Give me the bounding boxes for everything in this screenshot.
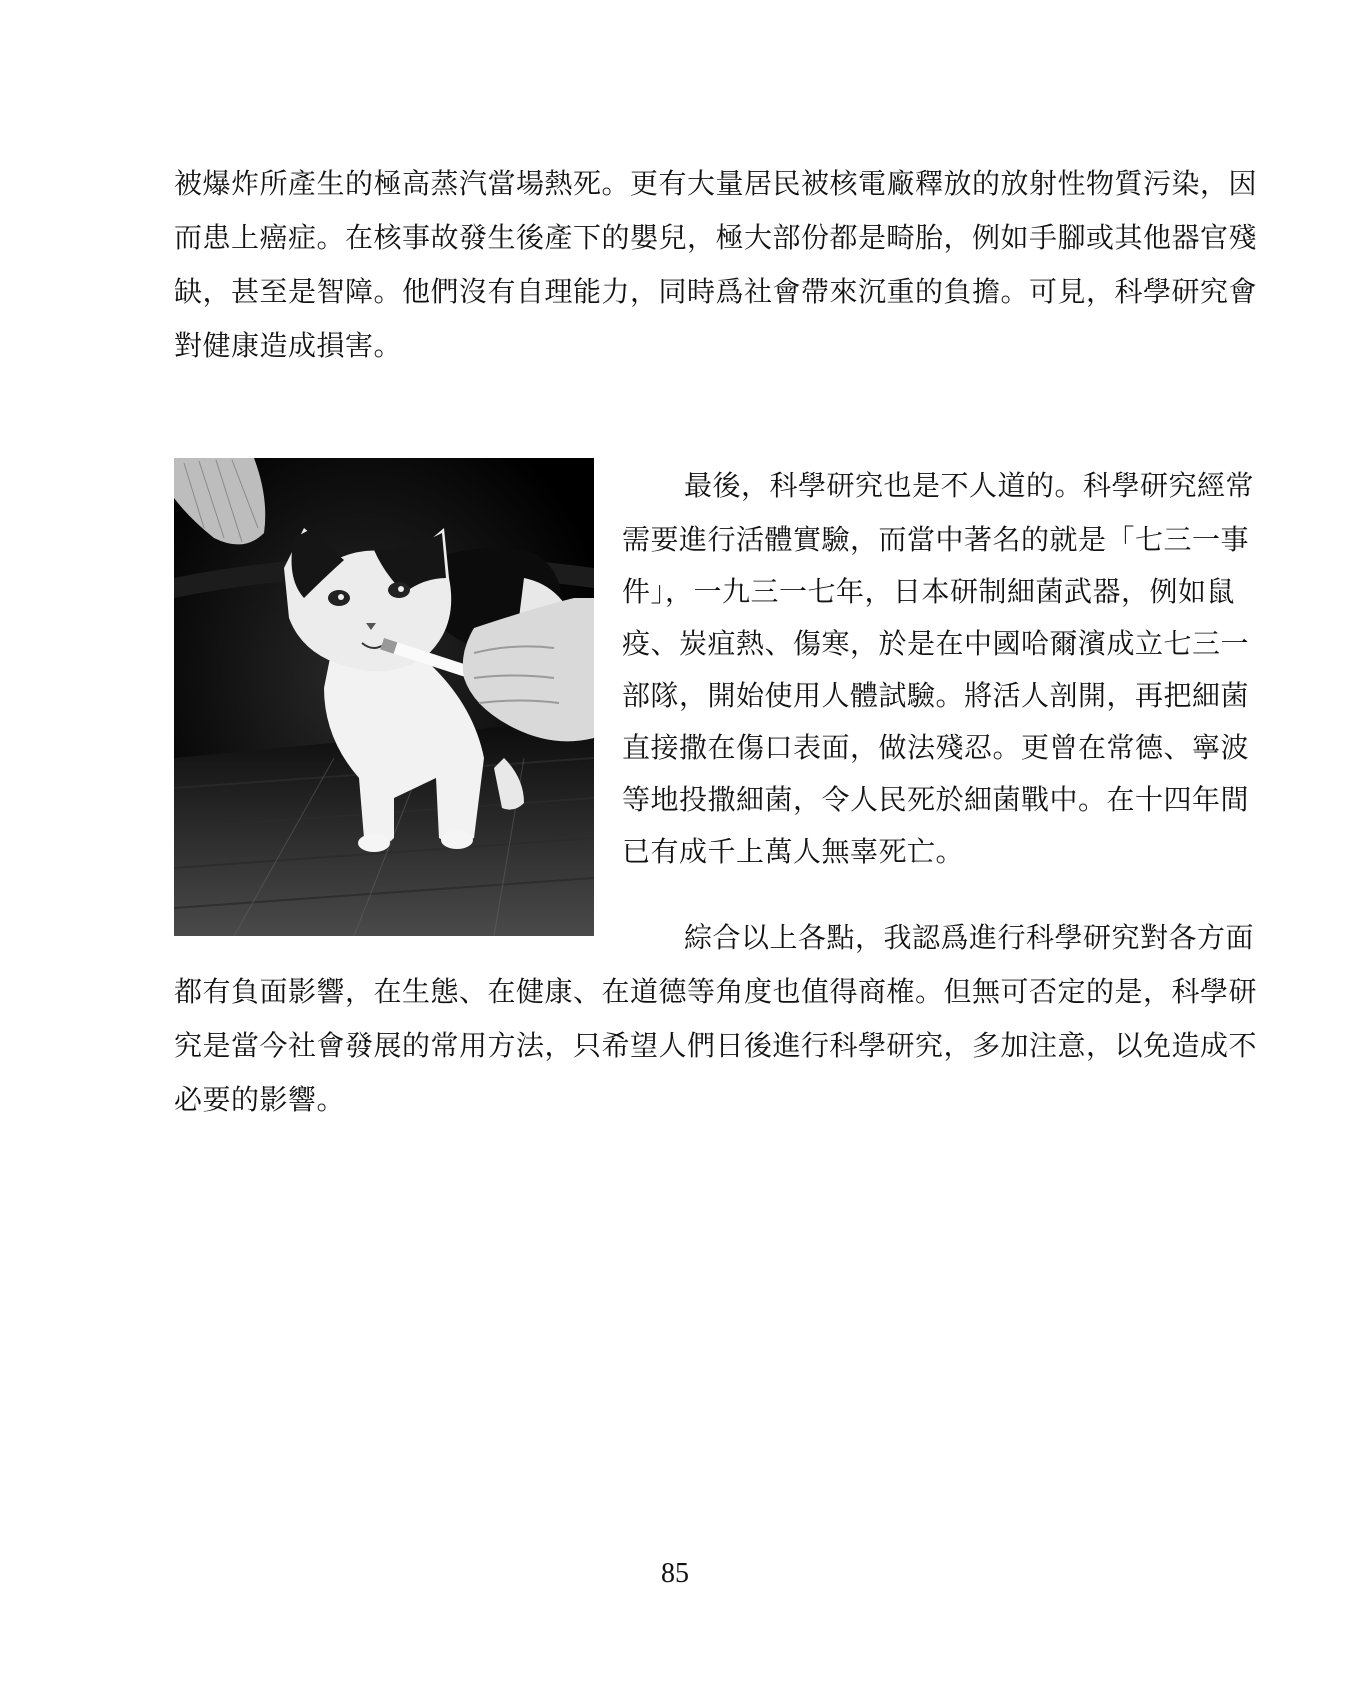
- cat-photo: [174, 458, 594, 936]
- paragraph-conclusion-line-3: 究是當今社會發展的常用方法，只希望人們日後進行科學研究，多加注意，以免造成不: [174, 1029, 1258, 1062]
- paragraph-top-line-1: 被爆炸所產生的極高蒸汽當場熱死。更有大量居民被核電廠釋放的放射性物質污染，因: [174, 167, 1258, 200]
- page-number: 85: [661, 1558, 689, 1589]
- paragraph-top-line-4: 對健康造成損害。: [174, 329, 403, 362]
- paragraph-middle-line-7: 等地投撒細菌，令人民死於細菌戰中。在十四年間: [622, 783, 1250, 816]
- paragraph-conclusion-line-2: 都有負面影響，在生態、在健康、在道德等角度也值得商榷。但無可否定的是，科學研: [174, 975, 1258, 1008]
- paragraph-middle-line-3: 件」，一九三一七年，日本研制細菌武器，例如鼠: [622, 575, 1236, 608]
- paragraph-middle-line-2: 需要進行活體實驗，而當中著名的就是「七三一事: [622, 523, 1250, 556]
- paragraph-top-line-2: 而患上癌症。在核事故發生後產下的嬰兒，極大部份都是畸胎，例如手腳或其他器官殘: [174, 221, 1258, 254]
- paragraph-middle-line-4: 疫、炭疽熱、傷寒，於是在中國哈爾濱成立七三一: [622, 627, 1250, 660]
- cat-with-cigarette-photo-icon: [174, 458, 594, 936]
- paragraph-middle-line-5: 部隊，開始使用人體試驗。將活人剖開，再把細菌: [622, 679, 1250, 712]
- paragraph-middle-line-1: 最後，科學研究也是不人道的。科學研究經常: [684, 469, 1255, 502]
- paragraph-conclusion-line-4: 必要的影響。: [174, 1083, 346, 1116]
- paragraph-conclusion-line-1: 綜合以上各點，我認爲進行科學研究對各方面: [684, 921, 1255, 954]
- paragraph-middle-line-6: 直接撒在傷口表面，做法殘忍。更曾在常德、寧波: [622, 731, 1250, 764]
- paragraph-top-line-3: 缺，甚至是智障。他們沒有自理能力，同時爲社會帶來沉重的負擔。可見，科學研究會: [174, 275, 1258, 308]
- paragraph-middle-line-8: 已有成千上萬人無辜死亡。: [622, 835, 965, 868]
